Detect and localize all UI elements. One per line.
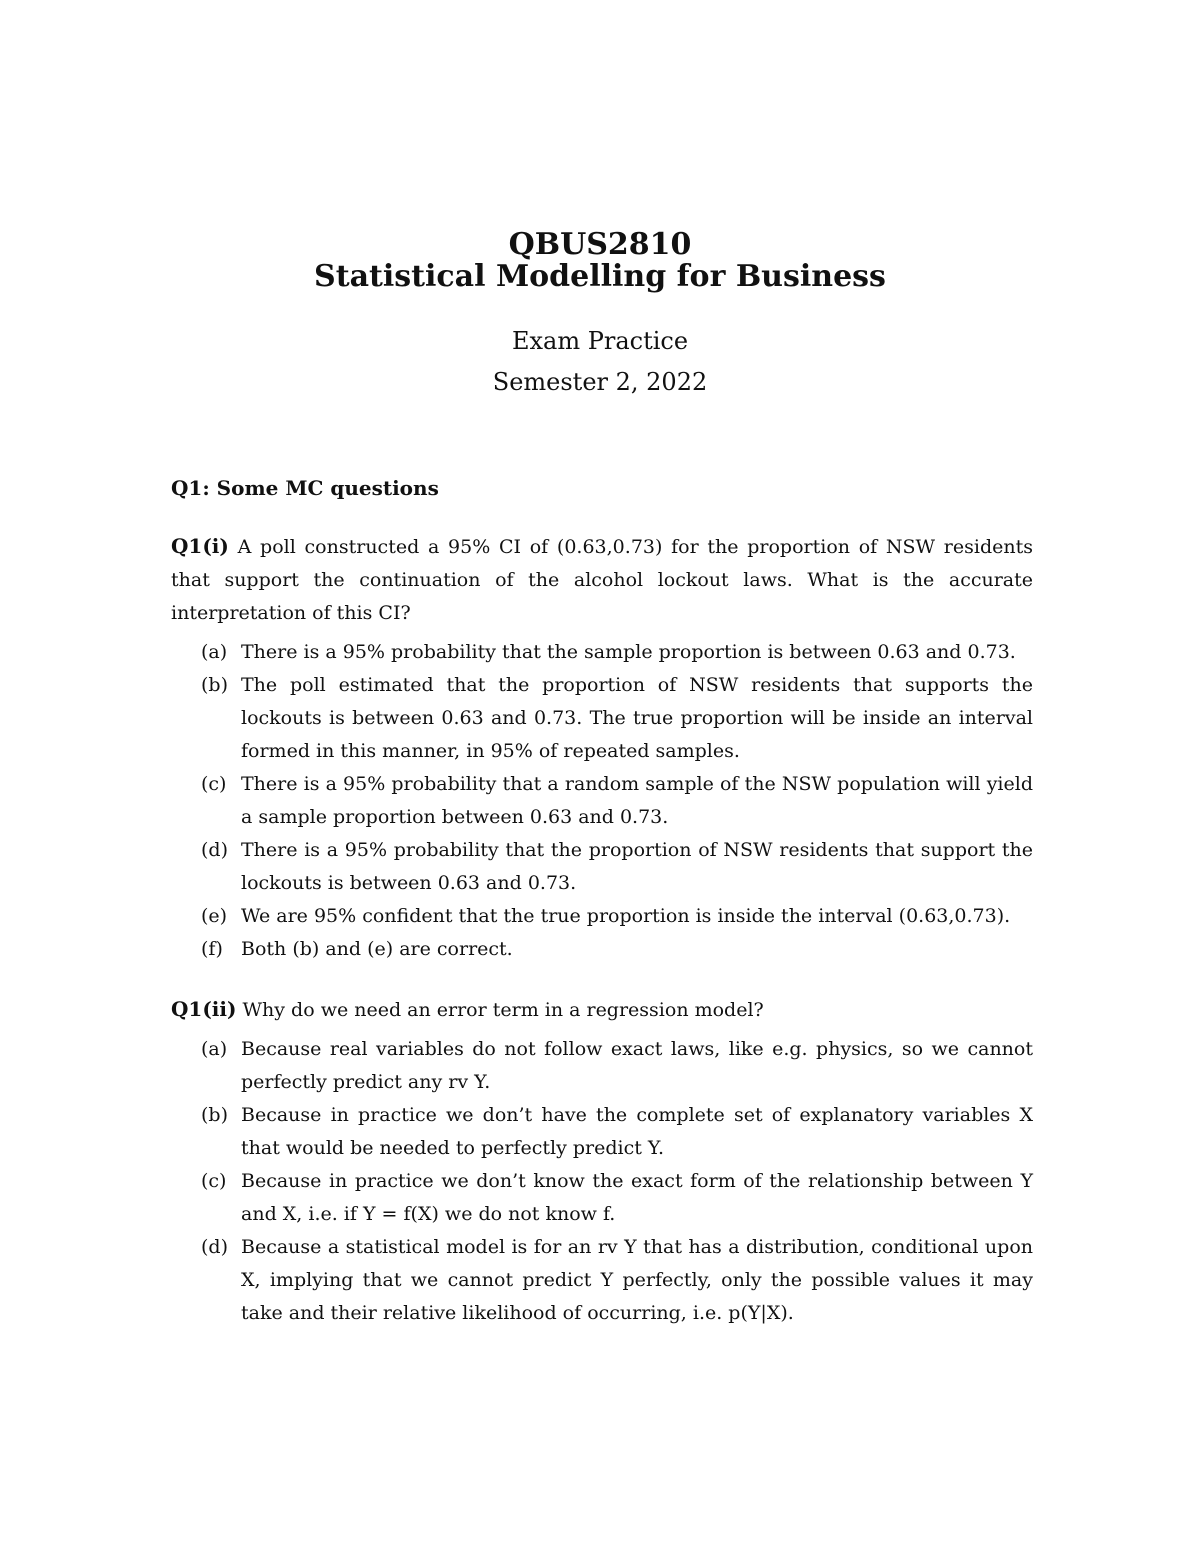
section-heading: Q1: Some MC questions bbox=[171, 476, 439, 500]
question-block bbox=[171, 530, 1033, 966]
option-text: There is a 95% probability that the proportion of NSW residents that support the lockouts is between 0.63 and 0.73. bbox=[241, 839, 1033, 894]
option-list bbox=[171, 1033, 1033, 1330]
option-text: Because in practice we don’t know the exact form of the relationship between Y and X, i.e. if Y = f(X) we do not know f. bbox=[241, 1170, 1033, 1225]
course-title: Statistical Modelling for Business bbox=[314, 259, 886, 294]
question-number: Q1(ii) bbox=[171, 997, 237, 1021]
question-text: A poll constructed a 95% CI of (0.63,0.73) for the proportion of NSW residents that support the continuation of the alcohol lockout laws. What is the accurate interpretation of this CI? bbox=[171, 536, 1033, 624]
question-number: Q1(i) bbox=[171, 534, 229, 558]
option-item bbox=[171, 933, 1033, 966]
option-text: There is a 95% probability that the sample proportion is between 0.63 and 0.73. bbox=[241, 641, 1016, 663]
option-item bbox=[171, 1165, 1033, 1231]
option-letter: (a) bbox=[201, 1038, 228, 1060]
option-letter: (b) bbox=[201, 674, 228, 696]
option-letter: (d) bbox=[201, 1236, 228, 1258]
semester-label: Semester 2, 2022 bbox=[492, 368, 708, 396]
option-letter: (d) bbox=[201, 839, 228, 861]
option-letter: (c) bbox=[201, 1170, 227, 1192]
question-text: Why do we need an error term in a regression model? bbox=[242, 999, 764, 1021]
option-item bbox=[171, 669, 1033, 768]
option-item bbox=[171, 636, 1033, 669]
option-letter: (f) bbox=[201, 938, 223, 960]
option-item bbox=[171, 1231, 1033, 1330]
option-letter: (b) bbox=[201, 1104, 228, 1126]
option-text: Because in practice we don’t have the complete set of explanatory variables X that would be needed to perfectly predict Y. bbox=[241, 1104, 1033, 1159]
option-item bbox=[171, 834, 1033, 900]
option-text: There is a 95% probability that a random sample of the NSW population will yield a sample proportion between 0.63 and 0.73. bbox=[241, 773, 1033, 828]
option-text: The poll estimated that the proportion of NSW residents that supports the lockouts is between 0.63 and 0.73. The true proportion will be inside an interval formed in this manner, in 95% of repeated samples. bbox=[241, 674, 1033, 762]
option-item bbox=[171, 900, 1033, 933]
option-list bbox=[171, 636, 1033, 966]
exam-label: Exam Practice bbox=[511, 327, 689, 355]
option-item bbox=[171, 1033, 1033, 1099]
option-text: Because real variables do not follow exact laws, like e.g. physics, so we cannot perfectly predict any rv Y. bbox=[241, 1038, 1033, 1093]
option-item bbox=[171, 768, 1033, 834]
option-letter: (c) bbox=[201, 773, 227, 795]
option-text: Both (b) and (e) are correct. bbox=[241, 938, 513, 960]
option-text: We are 95% confident that the true proportion is inside the interval (0.63,0.73). bbox=[241, 905, 1011, 927]
question-block bbox=[171, 993, 1033, 1330]
question-stem bbox=[171, 993, 1033, 1027]
option-item bbox=[171, 1099, 1033, 1165]
question-stem bbox=[171, 530, 1033, 630]
option-letter: (e) bbox=[201, 905, 228, 927]
course-code: QBUS2810 bbox=[508, 227, 692, 262]
option-letter: (a) bbox=[201, 641, 228, 663]
option-text: Because a statistical model is for an rv Y that has a distribution, conditional upon X, implying that we cannot predict Y perfectly, only the possible values it may take and their relative likelihood of occurring, i.e. p(Y|X). bbox=[241, 1236, 1033, 1324]
